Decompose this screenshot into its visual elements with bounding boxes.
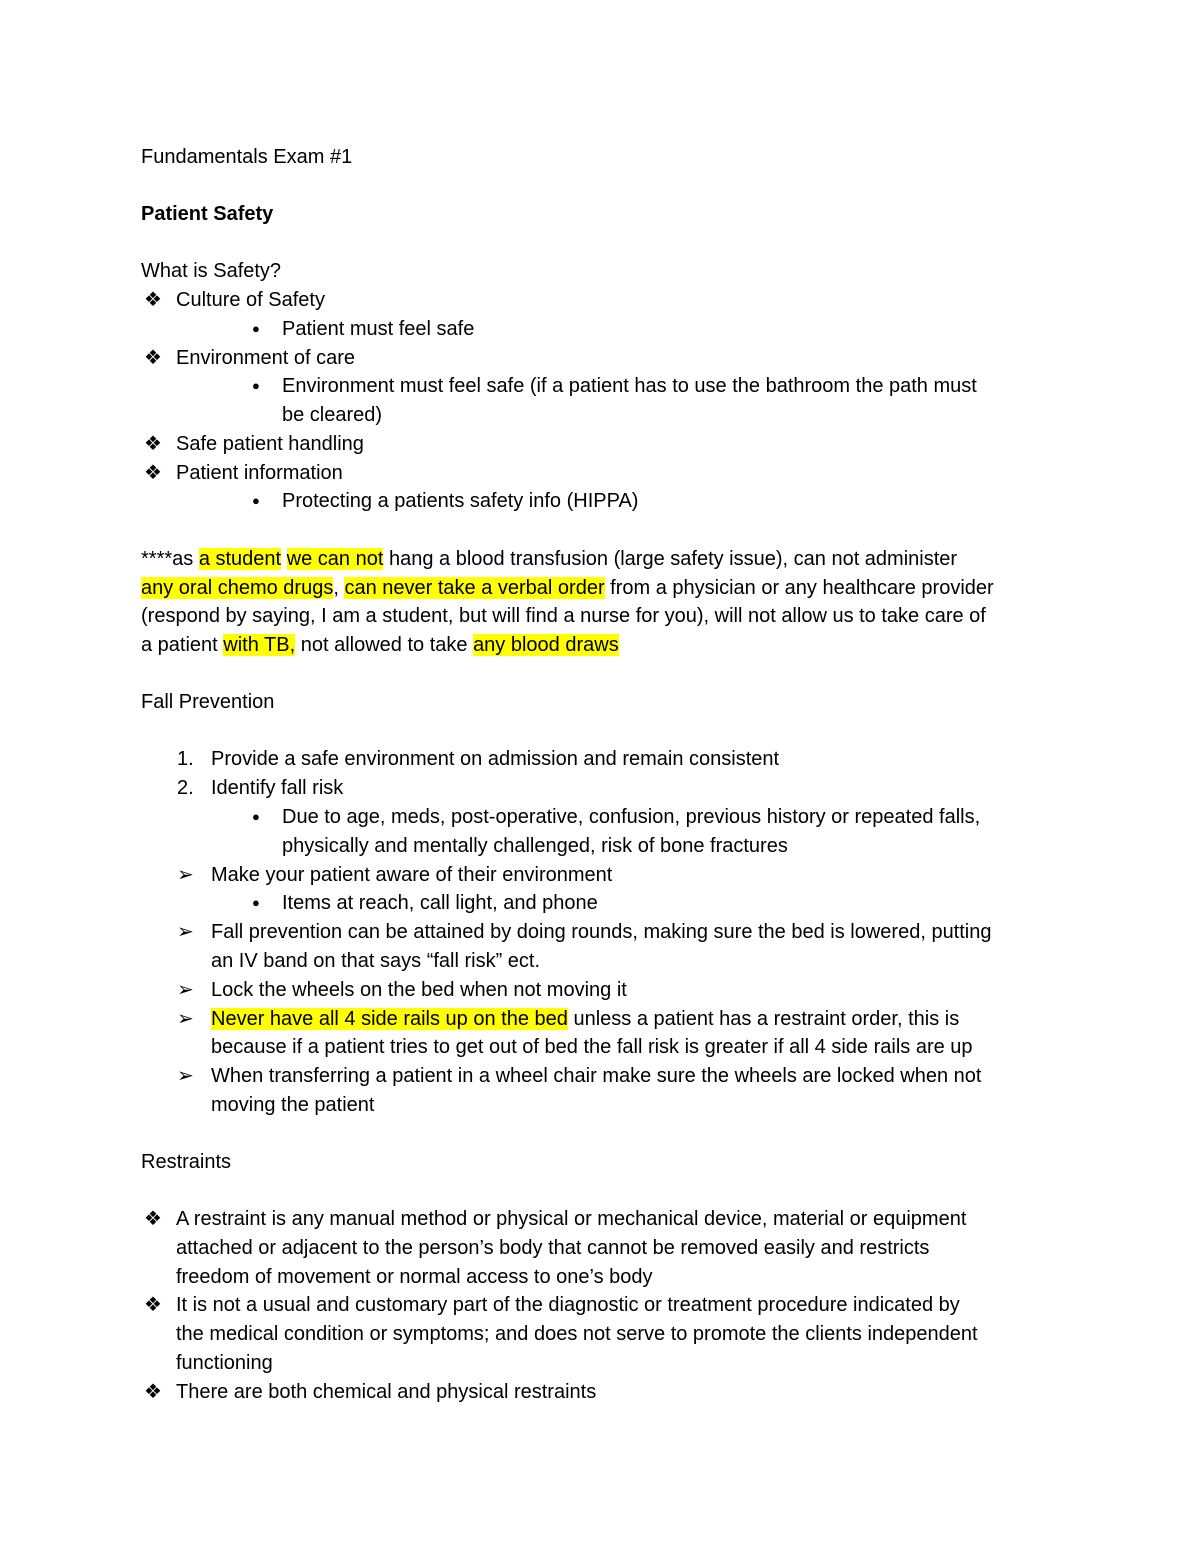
list-item-continuation: physically and mentally challenged, risk of bone fractures — [282, 835, 788, 857]
list-item: Fall prevention can be attained by doing rounds, making sure the bed is lowered, putting — [211, 921, 992, 943]
list-item — [211, 1005, 959, 1033]
note-text: a patient — [141, 634, 224, 656]
note-highlight: we can not — [286, 548, 384, 570]
list-item: Make your patient aware of their environment — [211, 864, 613, 886]
section-heading-patient-safety: Patient Safety — [141, 203, 274, 225]
arrow-bullet-icon: ➢ — [177, 864, 194, 886]
note-text: , — [333, 577, 345, 599]
list-item: Environment of care — [176, 347, 355, 369]
bullet-icon: ● — [252, 809, 260, 824]
section-heading-fall-prevention: Fall Prevention — [141, 691, 275, 713]
list-item: Protecting a patients safety info (HIPPA) — [282, 490, 639, 512]
list-item-continuation: attached or adjacent to the person’s body that cannot be removed easily and restricts — [176, 1237, 930, 1259]
list-item: Provide a safe environment on admission and remain consistent — [211, 748, 780, 770]
list-item: Items at reach, call light, and phone — [282, 892, 598, 914]
list-item: Due to age, meds, post-operative, confusion, previous history or repeated falls, — [282, 806, 981, 828]
arrow-bullet-icon: ➢ — [177, 979, 194, 1001]
list-item-continuation: freedom of movement or normal access to one’s body — [176, 1266, 653, 1288]
list-item: It is not a usual and customary part of the diagnostic or treatment procedure indicated by — [176, 1294, 960, 1316]
student-note-line-2 — [141, 574, 994, 602]
note-text: not allowed to take — [295, 634, 474, 656]
note-highlight: any blood draws — [473, 634, 619, 656]
list-item: Identify fall risk — [211, 777, 344, 799]
section-heading-restraints: Restraints — [141, 1151, 232, 1173]
note-highlight: with TB, — [223, 634, 296, 656]
list-item: Patient must feel safe — [282, 318, 475, 340]
bullet-icon: ● — [252, 321, 260, 336]
diamond-bullet-icon: ❖ — [144, 289, 162, 311]
bullet-icon: ● — [252, 378, 260, 393]
arrow-bullet-icon: ➢ — [177, 1065, 194, 1087]
bullet-icon: ● — [252, 895, 260, 910]
note-text: ****as — [141, 548, 199, 570]
list-item: When transferring a patient in a wheel chair make sure the wheels are locked when not — [211, 1065, 982, 1087]
list-item-continuation: the medical condition or symptoms; and does not serve to promote the clients independent — [176, 1323, 978, 1345]
list-item-continuation: moving the patient — [211, 1094, 375, 1116]
note-highlight: a student — [198, 548, 282, 570]
note-text: unless a patient has a restraint order, this is — [567, 1008, 960, 1030]
note-highlight: can never take a verbal order — [344, 577, 605, 599]
student-note-line-3: (respond by saying, I am a student, but will find a nurse for you), will not allow us to take care of — [141, 605, 986, 627]
list-item-continuation: functioning — [176, 1352, 273, 1374]
list-item: Lock the wheels on the bed when not moving it — [211, 979, 627, 1001]
diamond-bullet-icon: ❖ — [144, 433, 162, 455]
list-number: 1. — [177, 748, 194, 770]
list-item: Safe patient handling — [176, 433, 364, 455]
diamond-bullet-icon: ❖ — [144, 347, 162, 369]
list-item: There are both chemical and physical restraints — [176, 1381, 597, 1403]
diamond-bullet-icon: ❖ — [144, 462, 162, 484]
list-number: 2. — [177, 777, 194, 799]
question-what-is-safety: What is Safety? — [141, 260, 282, 282]
list-item-continuation: an IV band on that says “fall risk” ect. — [211, 950, 541, 972]
note-text — [281, 548, 287, 570]
note-highlight: any oral chemo drugs — [141, 577, 334, 599]
diamond-bullet-icon: ❖ — [144, 1294, 162, 1316]
list-item: A restraint is any manual method or physical or mechanical device, material or equipment — [176, 1208, 967, 1230]
student-note-line-1 — [141, 545, 957, 573]
list-item-continuation: because if a patient tries to get out of bed the fall risk is greater if all 4 side rails are up — [211, 1036, 973, 1058]
list-item: Patient information — [176, 462, 343, 484]
student-note-line-4 — [141, 631, 619, 659]
list-item: Culture of Safety — [176, 289, 325, 311]
document-title: Fundamentals Exam #1 — [141, 146, 353, 168]
note-highlight: Never have all 4 side rails up on the bed — [211, 1008, 568, 1030]
arrow-bullet-icon: ➢ — [177, 1008, 194, 1030]
list-item: Environment must feel safe (if a patient has to use the bathroom the path must — [282, 375, 977, 397]
note-text: from a physician or any healthcare provider — [604, 577, 994, 599]
arrow-bullet-icon: ➢ — [177, 921, 194, 943]
list-item-continuation: be cleared) — [282, 404, 383, 426]
note-text: hang a blood transfusion (large safety issue), can not administer — [383, 548, 958, 570]
diamond-bullet-icon: ❖ — [144, 1208, 162, 1230]
bullet-icon: ● — [252, 493, 260, 508]
diamond-bullet-icon: ❖ — [144, 1381, 162, 1403]
